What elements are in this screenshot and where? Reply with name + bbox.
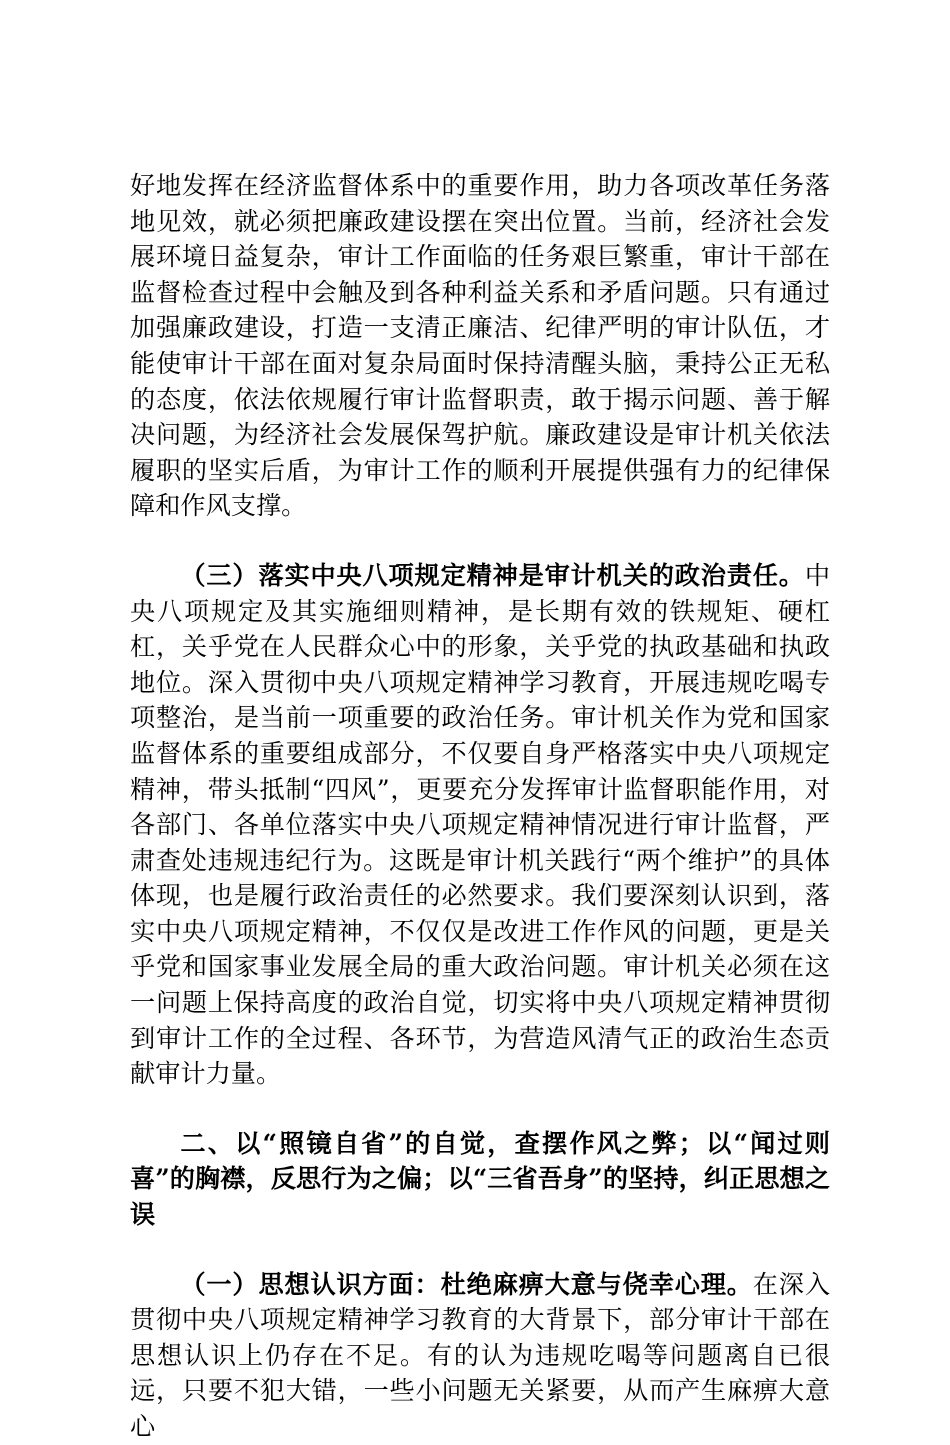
paragraph-ideological-awareness	[130, 1267, 830, 1445]
paragraph-gap	[130, 1092, 830, 1126]
paragraph-text: 中央八项规定及其实施细则精神，是长期有效的铁规矩、硬杠杠，关乎党在人民群众心中的形象，关乎党的执政基础和执政地位。深入贯彻中央八项规定精神学习教育，开展违规吃喝专项整治，是当前一项重要的政治任务。审计机关作为党和国家监督体系的重要组成部分，不仅要自身严格落实中央八项规定精神，带头抵制“四风”，更要充分发挥审计监督职能作用，对各部门、各单位落实中央八项规定精神情况进行审计监督，严肃查处违规违纪行为。这既是审计机关践行“两个维护”的具体体现，也是履行政治责任的必然要求。我们要深刻认识到，落实中央八项规定精神，不仅仅是改进工作作风的问题，更是关乎党和国家事业发展全局的重大政治问题。审计机关必须在这一问题上保持高度的政治自觉，切实将中央八项规定精神贯彻到审计工作的全过程、各环节，为营造风清气正的政治生态贡献审计力量。	[130, 560, 830, 1089]
paragraph-eight-regulations	[130, 558, 830, 1092]
paragraph-audit-integrity	[130, 168, 830, 524]
section-heading: 二、以“照镜自省”的自觉，查摆作风之弊；以“闻过则喜”的胸襟，反思行为之偏；以“三省吾身”的坚持，纠正思想之误	[130, 1127, 830, 1230]
paragraph-gap	[130, 524, 830, 558]
paragraph-text: 在深入贯彻中央八项规定精神学习教育的大背景下，部分审计干部在思想认识上仍存在不足。有的认为违规吃喝等问题离自已很远，只要不犯大错，一些小问题无关紧要，从而产生麻痹大意心	[130, 1269, 831, 1441]
paragraph-subheading: （三）落实中央八项规定精神是审计机关的政治责任。	[180, 559, 805, 590]
document-page	[130, 168, 830, 1445]
paragraph-text: 好地发挥在经济监督体系中的重要作用，助力各项改革任务落地见效，就必须把廉政建设摆在突出位置。当前，经济社会发展环境日益复杂，审计工作面临的任务艰巨繁重，审计干部在监督检查过程中会触及到各种利益关系和矛盾问题。只有通过加强廉政建设，打造一支清正廉洁、纪律严明的审计队伍，才能使审计干部在面对复杂局面时保持清醒头脑，秉持公正无私的态度，依法依规履行审计监督职责，敢于揭示问题、善于解决问题，为经济社会发展保驾护航。廉政建设是审计机关依法履职的坚实后盾，为审计工作的顺利开展提供强有力的纪律保障和作风支撑。	[130, 171, 830, 521]
paragraph-gap	[130, 1233, 830, 1267]
paragraph-subheading: （一）思想认识方面：杜绝麻痹大意与侥幸心理。	[180, 1268, 753, 1299]
